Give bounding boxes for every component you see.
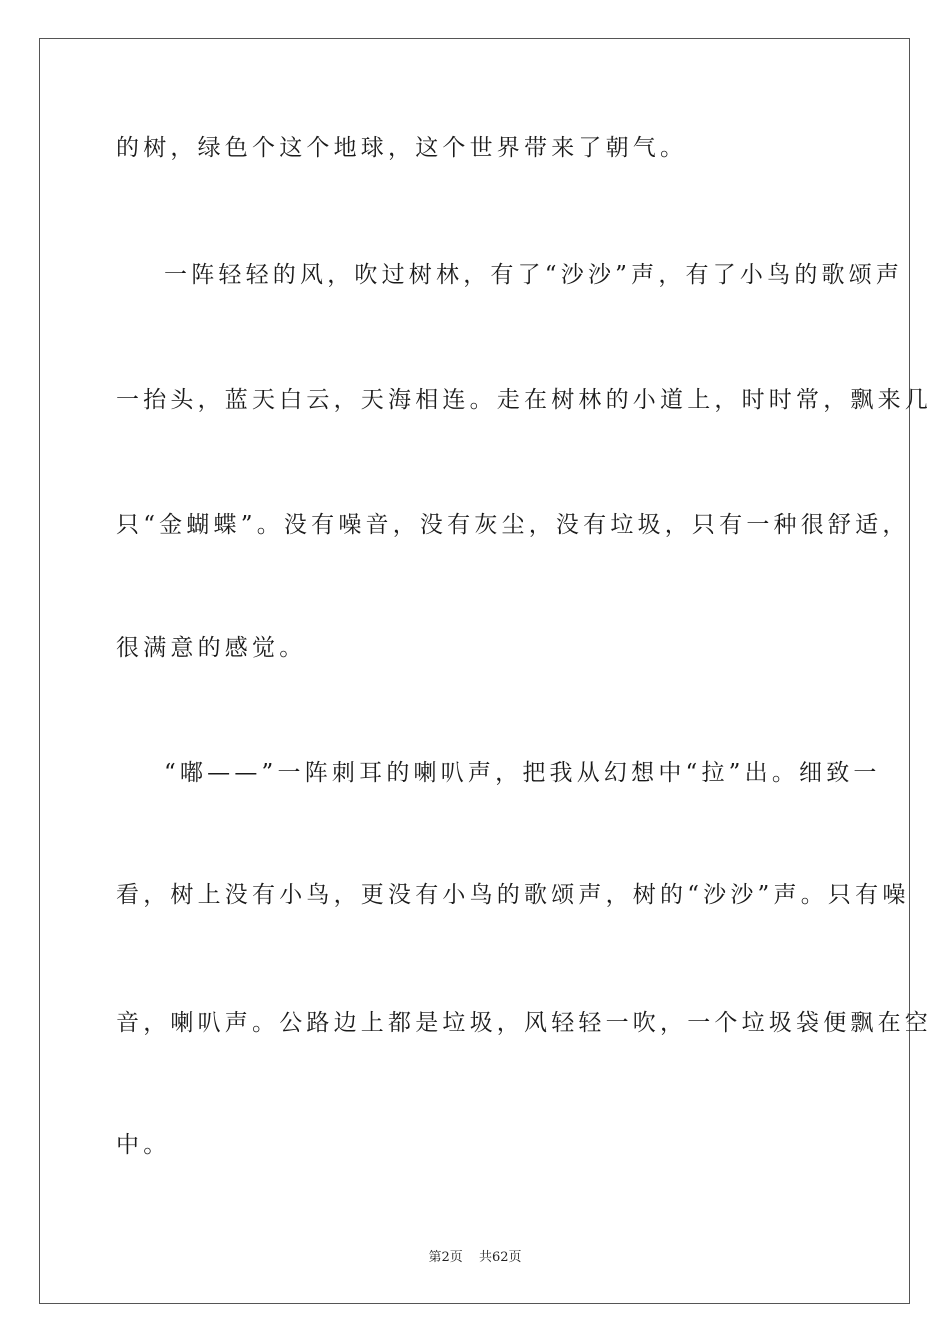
text-line: 的树，绿色个这个地球，这个世界带来了朝气。 bbox=[116, 135, 688, 161]
text-line: 一抬头，蓝天白云，天海相连。走在树林的小道上，时时常，飘来几 bbox=[116, 387, 932, 413]
page-number: 第2页 bbox=[428, 1250, 463, 1265]
page-footer bbox=[0, 1246, 950, 1265]
page-total: 共62页 bbox=[478, 1250, 522, 1265]
text-line: 一阵轻轻的风，吹过树林，有了“沙沙”声，有了小鸟的歌颂声 bbox=[164, 262, 904, 288]
page-frame bbox=[39, 38, 910, 1304]
text-line: 只“金蝴蝶”。没有噪音，没有灰尘，没有垃圾，只有一种很舒适， bbox=[116, 512, 910, 538]
text-line: 中。 bbox=[116, 1132, 171, 1158]
text-line: 看，树上没有小鸟，更没有小鸟的歌颂声，树的“沙沙”声。只有噪 bbox=[116, 882, 910, 908]
text-line: 音，喇叭声。公路边上都是垃圾，风轻轻一吹，一个垃圾袋便飘在空 bbox=[116, 1010, 932, 1036]
text-line: 很满意的感觉。 bbox=[116, 635, 307, 661]
text-line: “嘟——”一阵刺耳的喇叭声，把我从幻想中“拉”出。细致一 bbox=[164, 760, 881, 786]
